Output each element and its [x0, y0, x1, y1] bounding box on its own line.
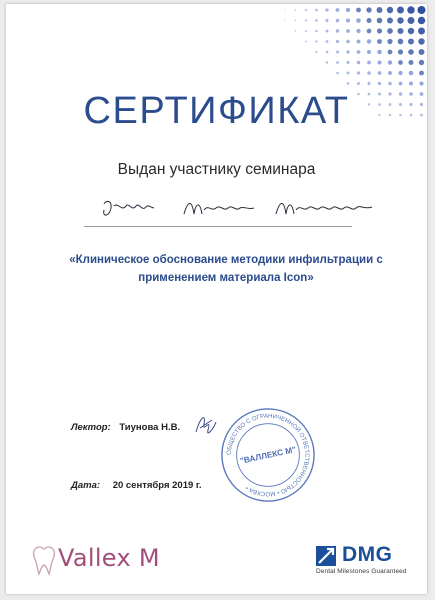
decorative-dot	[326, 51, 329, 54]
decorative-dot	[356, 29, 360, 33]
decorative-dot	[367, 29, 372, 34]
decorative-dot	[387, 7, 393, 13]
course-title: «Клиническое обоснование методики инфильтрации с применением материала Icon»	[69, 254, 383, 284]
decorative-dot	[366, 18, 371, 23]
decorative-dot	[346, 18, 350, 22]
decorative-dot	[397, 28, 403, 34]
decorative-dot	[356, 18, 361, 23]
date-value: 20 сентября 2019 г.	[112, 480, 202, 491]
decorative-dot	[356, 8, 361, 13]
decorative-dot	[377, 60, 381, 64]
decorative-dot	[409, 81, 413, 85]
decorative-dot	[295, 9, 297, 11]
decorative-dot	[315, 19, 318, 22]
company-stamp	[219, 406, 317, 504]
decorative-dot	[419, 49, 425, 55]
stamp-center-text: "ВАЛЛЕКС М"	[239, 444, 297, 466]
decorative-dot	[315, 51, 317, 53]
decorative-dot	[305, 19, 307, 21]
dmg-logo-text: DMG	[342, 543, 393, 566]
name-underline	[84, 226, 352, 227]
decorative-dot	[398, 39, 404, 45]
decorative-dot	[305, 40, 307, 42]
decorative-dot	[336, 40, 339, 43]
decorative-dot	[346, 61, 349, 64]
decorative-dot	[388, 60, 392, 64]
decorative-dot	[325, 8, 328, 11]
decorative-dot	[377, 18, 383, 24]
decorative-dot	[387, 17, 393, 23]
decorative-dot	[346, 40, 350, 44]
decorative-dot	[357, 71, 360, 74]
decorative-dot	[346, 8, 350, 12]
decorative-dot	[377, 50, 381, 54]
decorative-dot	[336, 50, 339, 53]
decorative-dot	[336, 61, 339, 64]
certificate-title: СЕРТИФИКАТ	[83, 90, 350, 132]
decorative-dot	[398, 49, 403, 54]
decorative-dot	[419, 71, 424, 76]
lecturer-label: Лектор:	[71, 422, 111, 433]
decorative-dot	[367, 39, 371, 43]
decorative-dot	[418, 38, 424, 44]
decorative-dot	[397, 7, 404, 14]
decorative-dot	[347, 82, 350, 85]
stamp-ring-text: ОБЩЕСТВО С ОГРАНИЧЕННОЙ ОТВЕТСТВЕННОСТЬЮ • МОСКВА •	[226, 413, 310, 497]
vallex-logo-text: Vallex M	[58, 544, 160, 572]
decorative-dot	[325, 19, 328, 22]
decorative-dot	[398, 60, 403, 65]
decorative-dot	[418, 17, 425, 24]
decorative-dot	[408, 17, 415, 24]
decorative-dot	[387, 28, 393, 34]
decorative-dot	[295, 30, 297, 32]
decorative-dot	[378, 82, 381, 85]
decorative-dot	[295, 20, 297, 22]
decorative-dot	[336, 29, 339, 32]
decorative-dot	[357, 82, 360, 85]
decorative-dot	[407, 6, 414, 13]
decorative-dot	[387, 39, 392, 44]
decorative-dot	[409, 71, 414, 76]
decorative-dot	[305, 30, 307, 32]
decorative-dot	[418, 28, 425, 35]
decorative-dot	[377, 28, 382, 33]
decorative-dot	[377, 7, 383, 13]
decorative-dot	[388, 50, 393, 55]
decorative-dot	[336, 19, 340, 23]
lecturer-name: Тиунова Н.В.	[119, 422, 181, 433]
decorative-dot	[388, 82, 392, 86]
decorative-dot	[408, 60, 413, 65]
decorative-dot	[346, 50, 349, 53]
decorative-dot	[357, 50, 361, 54]
decorative-dot	[419, 60, 424, 65]
decorative-dot	[408, 38, 414, 44]
decorative-dot	[378, 71, 382, 75]
decorative-dot	[305, 9, 307, 11]
decorative-dot	[408, 49, 414, 55]
decorative-dot	[326, 40, 329, 43]
decorative-dot	[408, 28, 415, 35]
decorative-dot	[367, 82, 370, 85]
decorative-dot	[315, 40, 317, 42]
decorative-dot	[315, 9, 318, 12]
decorative-dot	[347, 72, 350, 75]
decorative-dot	[418, 6, 426, 14]
decorative-dot	[419, 81, 423, 85]
certificate-sheet	[6, 4, 427, 594]
decorative-dot	[367, 71, 370, 74]
decorative-dot	[336, 8, 340, 12]
decorative-dot	[366, 7, 371, 12]
lecturer-signature	[190, 408, 220, 442]
decorative-dot	[326, 61, 328, 63]
dmg-tagline: Dental Milestones Guaranteed	[316, 568, 407, 575]
decorative-dot	[367, 61, 371, 65]
decorative-dot	[388, 71, 392, 75]
decorative-dot	[397, 17, 404, 24]
decorative-dot	[377, 39, 382, 44]
date-line	[71, 480, 202, 491]
decorative-dot	[346, 29, 350, 33]
decorative-dot	[357, 61, 360, 64]
decorative-dot	[326, 30, 329, 33]
lecturer-line	[71, 422, 180, 433]
decorative-dot	[398, 71, 402, 75]
decorative-dot	[367, 50, 371, 54]
decorative-dot	[284, 20, 285, 21]
recipient-handwritten-name	[96, 196, 386, 226]
issued-to-line: Выдан участнику семинара	[117, 161, 316, 178]
decorative-dot	[284, 9, 285, 10]
decorative-dot	[399, 82, 403, 86]
decorative-dot	[356, 39, 360, 43]
recipient-name-text	[96, 202, 386, 215]
date-label: Дата:	[71, 480, 101, 491]
decorative-dot	[336, 72, 339, 75]
decorative-dot	[315, 30, 318, 33]
